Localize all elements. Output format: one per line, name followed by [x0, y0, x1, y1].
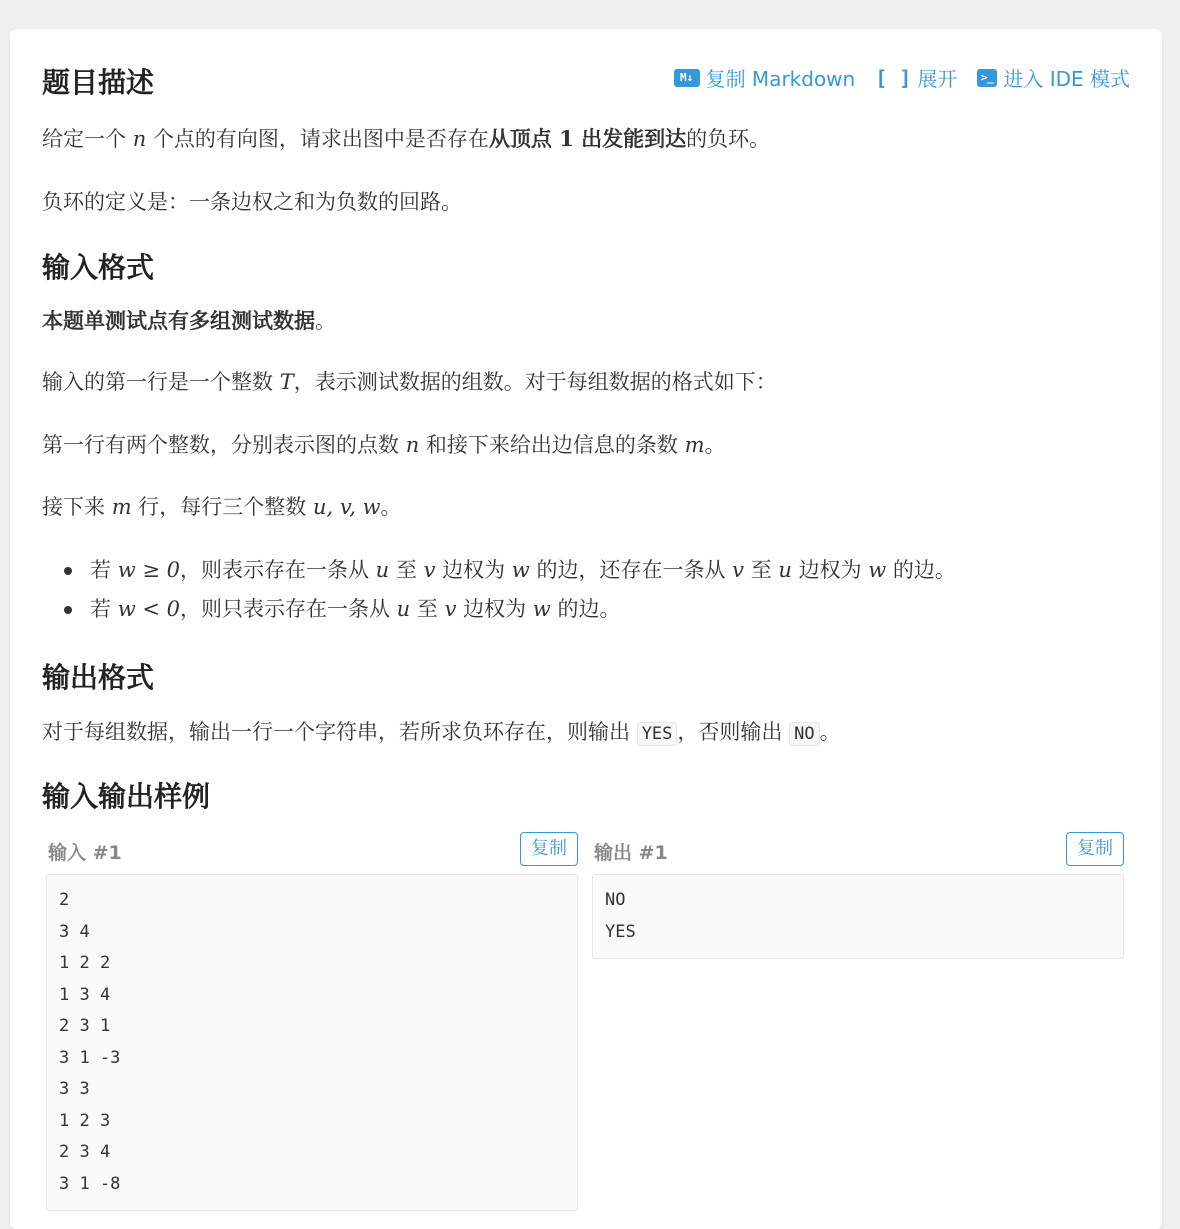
- sample-output-label: 输出 #1: [594, 842, 668, 864]
- list-item: 若 w < 0，则只表示存在一条从 u 至 v 边权为 w 的边。: [42, 590, 956, 629]
- code-line: 2 3 4: [59, 1142, 111, 1162]
- list-item: 若 w ≥ 0，则表示存在一条从 u 至 v 边权为 w 的边，还存在一条从 v 至 u 边权为 w 的边。: [42, 551, 956, 590]
- code-line: YES: [605, 921, 636, 942]
- sample-input-label: 输入 #1: [48, 842, 122, 864]
- sample-output-1: [592, 832, 1124, 959]
- code-line: 1 2 2: [59, 953, 111, 973]
- code-line: 3 4: [59, 921, 90, 942]
- markdown-icon: M↓: [674, 69, 700, 87]
- copy-input-button[interactable]: 复制: [520, 832, 578, 866]
- code-line: 3 1 -8: [59, 1173, 121, 1194]
- edge-rules-list: [42, 551, 956, 629]
- no-code: NO: [789, 722, 819, 746]
- code-line: NO: [605, 890, 626, 910]
- description-title: 题目描述: [42, 66, 155, 99]
- sample-input-content: [46, 874, 578, 1211]
- samples-title: 输入输出样例: [42, 780, 211, 813]
- input-paragraph-4: 接下来 m 行，每行三个整数 u, v, w。: [42, 495, 402, 519]
- output-paragraph: 对于每组数据，输出一行一个字符串，若所求负环存在，则输出 YES ，否则输出 NO 。: [42, 720, 841, 744]
- sample-output-content: [592, 874, 1124, 959]
- code-line: 3 3: [59, 1079, 90, 1099]
- output-format-title: 输出格式: [42, 661, 155, 694]
- toolbar: [674, 63, 1130, 92]
- input-paragraph-3: 第一行有两个整数，分别表示图的点数 n 和接下来给出边信息的条数 m。: [42, 433, 726, 457]
- code-line: 3 1 -3: [59, 1047, 121, 1068]
- expand-button[interactable]: [ ] 展开: [875, 65, 958, 91]
- input-paragraph-1: 本题单测试点有多组测试数据。: [42, 309, 336, 333]
- copy-output-button[interactable]: 复制: [1066, 832, 1124, 866]
- problem-card: [10, 29, 1162, 1229]
- copy-markdown-button[interactable]: M↓ 复制 Markdown: [674, 63, 856, 92]
- expand-icon: [ ]: [875, 65, 912, 90]
- code-line: 2: [59, 890, 70, 910]
- description-paragraph-1: 给定一个 n 个点的有向图，请求出图中是否存在从顶点 1 出发能到达的负环。: [42, 126, 771, 151]
- sample-input-1: [46, 832, 578, 1211]
- description-paragraph-2: 负环的定义是：一条边权之和为负数的回路。: [42, 190, 462, 214]
- code-line: 2 3 1: [59, 1016, 111, 1036]
- yes-code: YES: [637, 722, 678, 746]
- input-paragraph-2: 输入的第一行是一个整数 T，表示测试数据的组数。对于每组数据的格式如下：: [42, 370, 777, 394]
- code-line: 1 2 3: [59, 1110, 111, 1131]
- ide-mode-button[interactable]: >_ 进入 IDE 模式: [977, 63, 1130, 92]
- terminal-icon: >_: [977, 69, 997, 87]
- input-format-title: 输入格式: [42, 251, 155, 284]
- code-line: 1 3 4: [59, 984, 111, 1005]
